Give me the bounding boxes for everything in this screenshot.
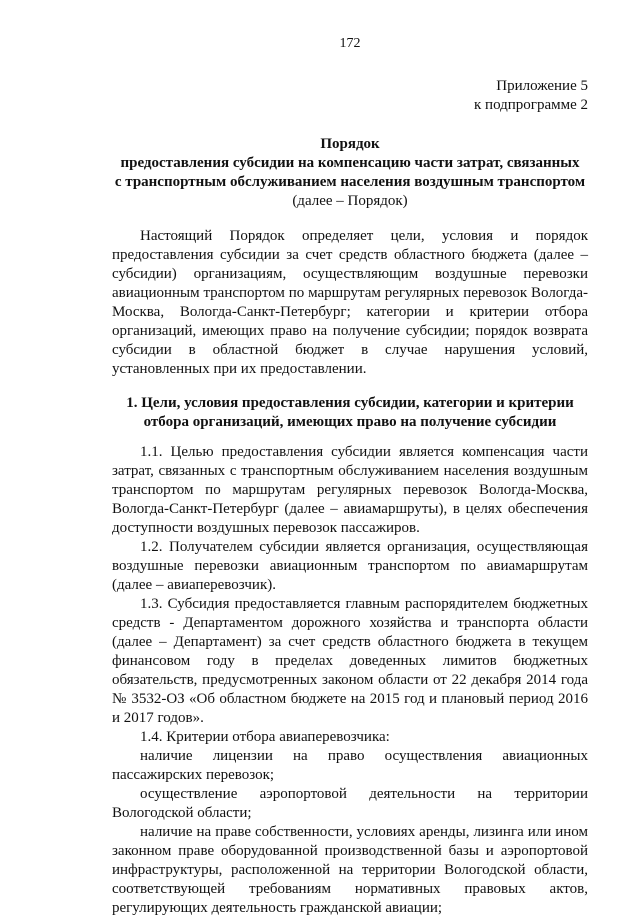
appendix-reference (112, 77, 588, 115)
title-note: (далее – Порядок) (292, 193, 408, 209)
section-1-heading (112, 394, 588, 432)
paragraph-1-1: 1.1. Целью предоставления субсидии является компенсация части затрат, связанных с транспортным обслуживанием населения воздушным транспортом по маршрутам регулярных перевозок Вологда-Москва, Вологда-Санкт-Петербург (далее – авиамаршруты), в целях обеспечения доступности воздушных перевозок пассажиров. (112, 444, 588, 536)
section-1-body (112, 443, 588, 918)
title-sub-line-2: с транспортным обслуживанием населения воздушным транспортом (114, 174, 586, 190)
paragraph-1-3: 1.3. Субсидия предоставляется главным распорядителем бюджетных средств - Департаментом дорожного хозяйства и транспорта области (далее – Департамент) за счет средств областного бюджета в текущем финансовом году в пределах доведенных лимитов бюджетных обязательств, предусмотренных законом области от 22 декабря 2014 года № 3532-ОЗ «Об областном бюджете на 2015 год и плановый период 2016 и 2017 годов». (112, 596, 588, 726)
criterion-airport-activity: осуществление аэропортовой деятельности на территории Вологодской области; (112, 786, 588, 821)
page-number: 172 (339, 36, 361, 51)
document-title (112, 135, 588, 211)
title-main: Порядок (320, 136, 380, 152)
title-sub-line-1: предоставления субсидии на компенсацию части затрат, связанных (120, 155, 580, 171)
paragraph-1-4: 1.4. Критерии отбора авиаперевозчика: (140, 729, 390, 745)
appendix-line-2: к подпрограмме 2 (474, 97, 588, 113)
criterion-license: наличие лицензии на право осуществления авиационных пассажирских перевозок; (112, 748, 588, 783)
section-1-heading-line-2: отбора организаций, имеющих право на получение субсидии (143, 414, 557, 430)
appendix-line-1: Приложение 5 (496, 78, 588, 94)
criterion-production-base: наличие на праве собственности, условиях аренды, лизинга или ином законном праве оборудованной производственной базы и аэропортовой инфраструктуры, расположенной на территории Вологодской области, соответствующей требованиям нормативных правовых актов, регулирующих деятельность гражданской авиации; (112, 824, 588, 916)
section-1-heading-line-1: 1. Цели, условия предоставления субсидии, категории и критерии (126, 395, 574, 411)
paragraph-1-2: 1.2. Получателем субсидии является организация, осуществляющая воздушные перевозки авиационным транспортом по авиамаршрутам (далее – авиаперевозчик). (112, 539, 588, 593)
intro-paragraph: Настоящий Порядок определяет цели, условия и порядок предоставления субсидии за счет средств областного бюджета (далее – субсидии) организациям, осуществляющим воздушные перевозки авиационным транспортом по маршрутам регулярных перевозок Вологда-Москва, Вологда-Санкт-Петербург; категории и критерии отбора организаций, имеющих право на получение субсидии; порядок возврата субсидии в областной бюджет в случае нарушения условий, установленных при их предоставлении. (112, 228, 588, 377)
